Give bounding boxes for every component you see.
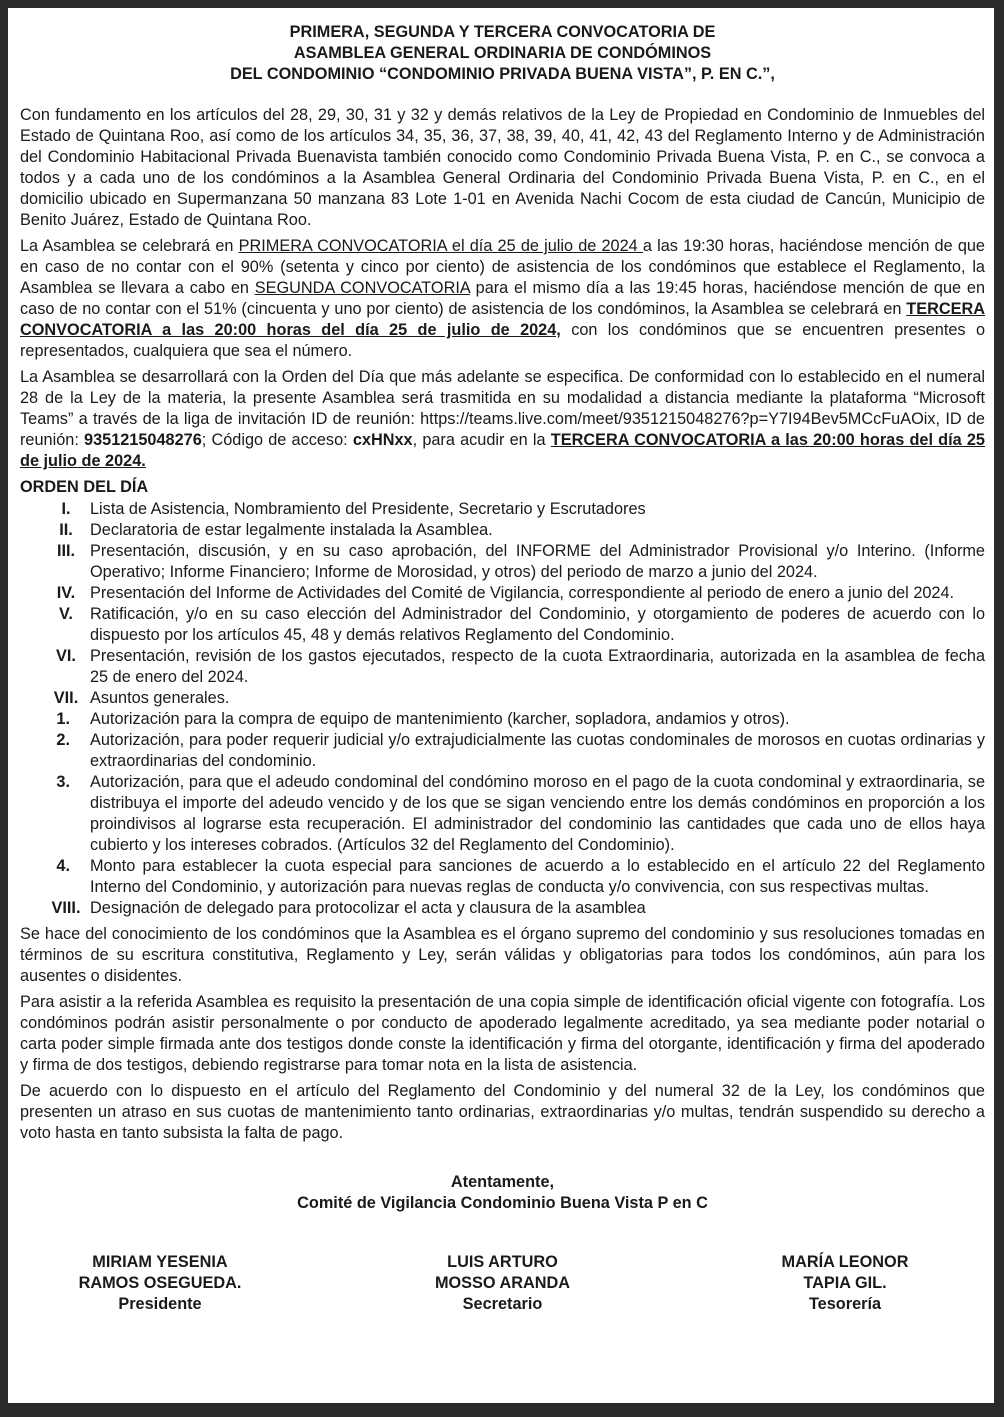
title-line-2: ASAMBLEA GENERAL ORDINARIA DE CONDÓMINOS [293,44,712,62]
agenda-item [20,520,985,541]
signatory-secretary [363,1252,643,1315]
signatures-row [20,1252,985,1315]
agenda-item-number: VIII. [51,899,81,917]
signatory-role: Secretario [462,1295,543,1313]
agenda-item-number: V. [59,605,73,623]
text-span: para el mismo día a las 19:45 horas, haciéndose mención de que en caso de no contar con el 51% (cincuenta y uno por ciento) de asistencia de los condóminos, la Asamblea se celebrará en [20,279,985,318]
teams-paragraph [20,367,985,472]
agenda-item [20,646,985,688]
schedule-paragraph [20,236,985,362]
agenda-subitem-number: 1. [56,710,70,728]
agenda-subitem [20,730,985,772]
closing-block [20,1172,985,1214]
signatory-name: MIRIAM YESENIA [92,1253,228,1271]
signatory-surname: MOSSO ARANDA [434,1274,571,1292]
agenda-item [20,604,985,646]
agenda-subitem-text: Autorización, para que el adeudo condominal del condómino moroso en el pago de la cuota condominal y extraordinaria, se distribuya el importe del adeudo vencido y de los que se sigan venciendo entre los demás condóminos en proporción a los proindivisos al lograrse esta recuperación. El administrador del condominio las cantidades que cada uno de ellos haya cubierto y los intereses cobrados. (Artículos 32 del Reglamento del Condominio). [90,773,985,854]
agenda-item-number: VI. [56,647,76,665]
third-call-text: TERCERA CONVOCATORIA a las 20:00 horas del día 25 de julio de 2024, [20,300,985,339]
text-span: , para acudir en la [412,431,551,449]
agenda-item-text: Presentación, revisión de los gastos ejecutados, respecto de la cuota Extraordinaria, autorizada en la asamblea de fecha 25 de enero del 2024. [90,647,985,686]
text-span: ; Código de acceso: [201,431,353,449]
meeting-id: 9351215048276 [84,431,202,449]
agenda-item-text: Presentación del Informe de Actividades del Comité de Vigilancia, correspondiente al periodo de enero a junio del 2024. [90,584,955,602]
agenda-item [20,583,985,604]
text-span: La Asamblea se celebrará en [20,237,239,255]
agenda-subitem-number: 2. [56,731,70,749]
text-span: La Asamblea se desarrollará con la Orden del Día que más adelante se especifica. De conformidad con lo establecido en el numeral 28 de la Ley de la materia, la presente Asamblea será trasmitida en su modalidad a distancia mediante la plataforma “Microsoft Teams” a través de la liga de invitación ID de reunión: https://teams.live.com/meet/9351215048276?p=Y7I94Bev5MCcFuAOix, ID de reunión: [20,368,985,449]
agenda-heading: ORDEN DEL DÍA [20,478,149,496]
access-code: cxHNxx [352,431,413,449]
agenda-item-text: Declaratoria de estar legalmente instalada la Asamblea. [90,521,493,539]
signatory-treasurer [705,1252,985,1315]
agenda-subitem-number: 4. [56,857,70,875]
agenda-item [20,541,985,583]
agenda-item-number: VII. [53,689,79,707]
agenda-subitem-number: 3. [56,773,70,791]
signatory-name: MARÍA LEONOR [781,1253,909,1271]
signatory-president [20,1252,300,1315]
agenda-item-number: III. [56,542,76,560]
agenda-item [20,688,985,709]
agenda-item-number: IV. [56,584,76,602]
agenda-subitem [20,709,985,730]
agenda-item [20,499,985,520]
agenda-item-number: I. [61,500,71,518]
signatory-surname: TAPIA GIL. [803,1274,887,1292]
agenda-subitem-text: Monto para establecer la cuota especial para sanciones de acuerdo a lo establecido en el artículo 22 del Reglamento Interno del Condominio, y autorización para nuevas reglas de conducta y/o convivencia, con sus respectivas multas. [90,857,985,896]
agenda-subitem [20,772,985,856]
agenda-item-text: Lista de Asistencia, Nombramiento del Presidente, Secretario y Escrutadores [90,500,646,518]
agenda-subitem-text: Autorización, para poder requerir judicial y/o extrajudicialmente las cuotas condominales de morosos en cuotas ordinarias y extraordinarias del condominio. [90,731,985,770]
agenda-item-text: Presentación, discusión, y en su caso aprobación, del INFORME del Administrador Provisional y/o Interino. (Informe Operativo; Informe Financiero; Informe de Morosidad, y otros) del periodo de marzo a junio del 2024. [90,542,985,581]
voting-suspension-paragraph: De acuerdo con lo dispuesto en el artículo del Reglamento del Condominio y del numeral 32 de la Ley, los condóminos que presenten un atraso en sus cuotas de mantenimiento tanto ordinarias, extraordinarias y/o multas, tendrán suspendido su derecho a voto hasta en tanto subsista la falta de pago. [20,1082,985,1142]
text-span: con los condóminos que se encuentren presentes o representados, cualquiera que sea el número. [20,321,985,360]
title-line-3: DEL CONDOMINIO “CONDOMINIO PRIVADA BUENA VISTA”, P. EN C.”, [230,65,775,83]
document-title [20,22,985,85]
agenda-item-text: Asuntos generales. [90,689,230,707]
notice-document [20,22,985,1315]
third-call-text: TERCERA CONVOCATORIA a las 20:00 horas del día 25 de julio de 2024. [20,431,985,470]
agenda-subitem [20,856,985,898]
agenda-item [20,898,985,919]
title-line-1: PRIMERA, SEGUNDA Y TERCERA CONVOCATORIA DE [289,23,716,41]
agenda-subitem-text: Autorización para la compra de equipo de mantenimiento (karcher, sopladora, andamios y otros). [90,710,790,728]
closing-committee: Comité de Vigilancia Condominio Buena Vista P en C [297,1194,708,1212]
closing-salutation: Atentamente, [450,1173,555,1191]
legal-basis-paragraph: Con fundamento en los artículos del 28, 29, 30, 31 y 32 y demás relativos de la Ley de Propiedad en Condominio de Inmuebles del Estado de Quintana Roo, así como de los artículos 34, 35, 36, 37, 38, 39, 40, 41, 42, 43 del Reglamento Interno y de Administración del Condominio Habitacional Privada Buenavista también conocido como Condominio Privada Buena Vista, P. en C., se convoca a todos y a cada uno de los condóminos a la Asamblea General Ordinaria del Condominio Privada Buena Vista, P. en C., en el domicilio ubicado en Supermanzana 50 manzana 83 Lote 1-01 en Avenida Nachi Cocom de esta ciudad de Cancún, Municipio de Benito Juárez, Estado de Quintana Roo. [20,106,985,229]
text-span: a las 19:30 horas, haciéndose mención de que en caso de no contar con el 90% (setenta y cinco por ciento) de asistencia de los condóminos que establece el Reglamento, la Asamblea se llevara a cabo en [20,237,985,297]
signatory-role: Tesorería [808,1295,882,1313]
agenda-item-text: Designación de delegado para protocolizar el acta y clausura de la asamblea [90,899,646,917]
supreme-organ-paragraph: Se hace del conocimiento de los condóminos que la Asamblea es el órgano supremo del condominio y sus resoluciones tomadas en términos de su escritura constitutiva, Reglamento y Ley, serán válidas y obligatorias para todos los condóminos, aún para los ausentes o disidentes. [20,925,985,985]
agenda-item-text: Ratificación, y/o en su caso elección del Administrador del Condominio, y otorgamiento de poderes de acuerdo con lo dispuesto por los artículos 45, 48 y demás relativos Reglamento del Condominio. [90,605,985,644]
agenda-list [20,499,985,919]
attendance-requirements-paragraph: Para asistir a la referida Asamblea es requisito la presentación de una copia simple de identificación oficial vigente con fotografía. Los condóminos podrán asistir personalmente o por conducto de apoderado legalmente acreditado, ya sea mediante poder notarial o carta poder simple firmada ante dos testigos donde conste la identificación y firma del otorgante, identificación y firma del apoderado y firma de dos testigos, debiendo registrarse para tomar nota en la lista de asistencia. [20,993,985,1074]
first-call-text: PRIMERA CONVOCATORIA el día 25 de julio de 2024 [238,237,643,255]
signatory-name: LUIS ARTURO [447,1253,558,1271]
second-call-text: SEGUNDA CONVOCATORIA [254,279,470,297]
agenda-item-number: II. [59,521,73,539]
signatory-role: Presidente [118,1295,202,1313]
signatory-surname: RAMOS OSEGUEDA. [78,1274,242,1292]
